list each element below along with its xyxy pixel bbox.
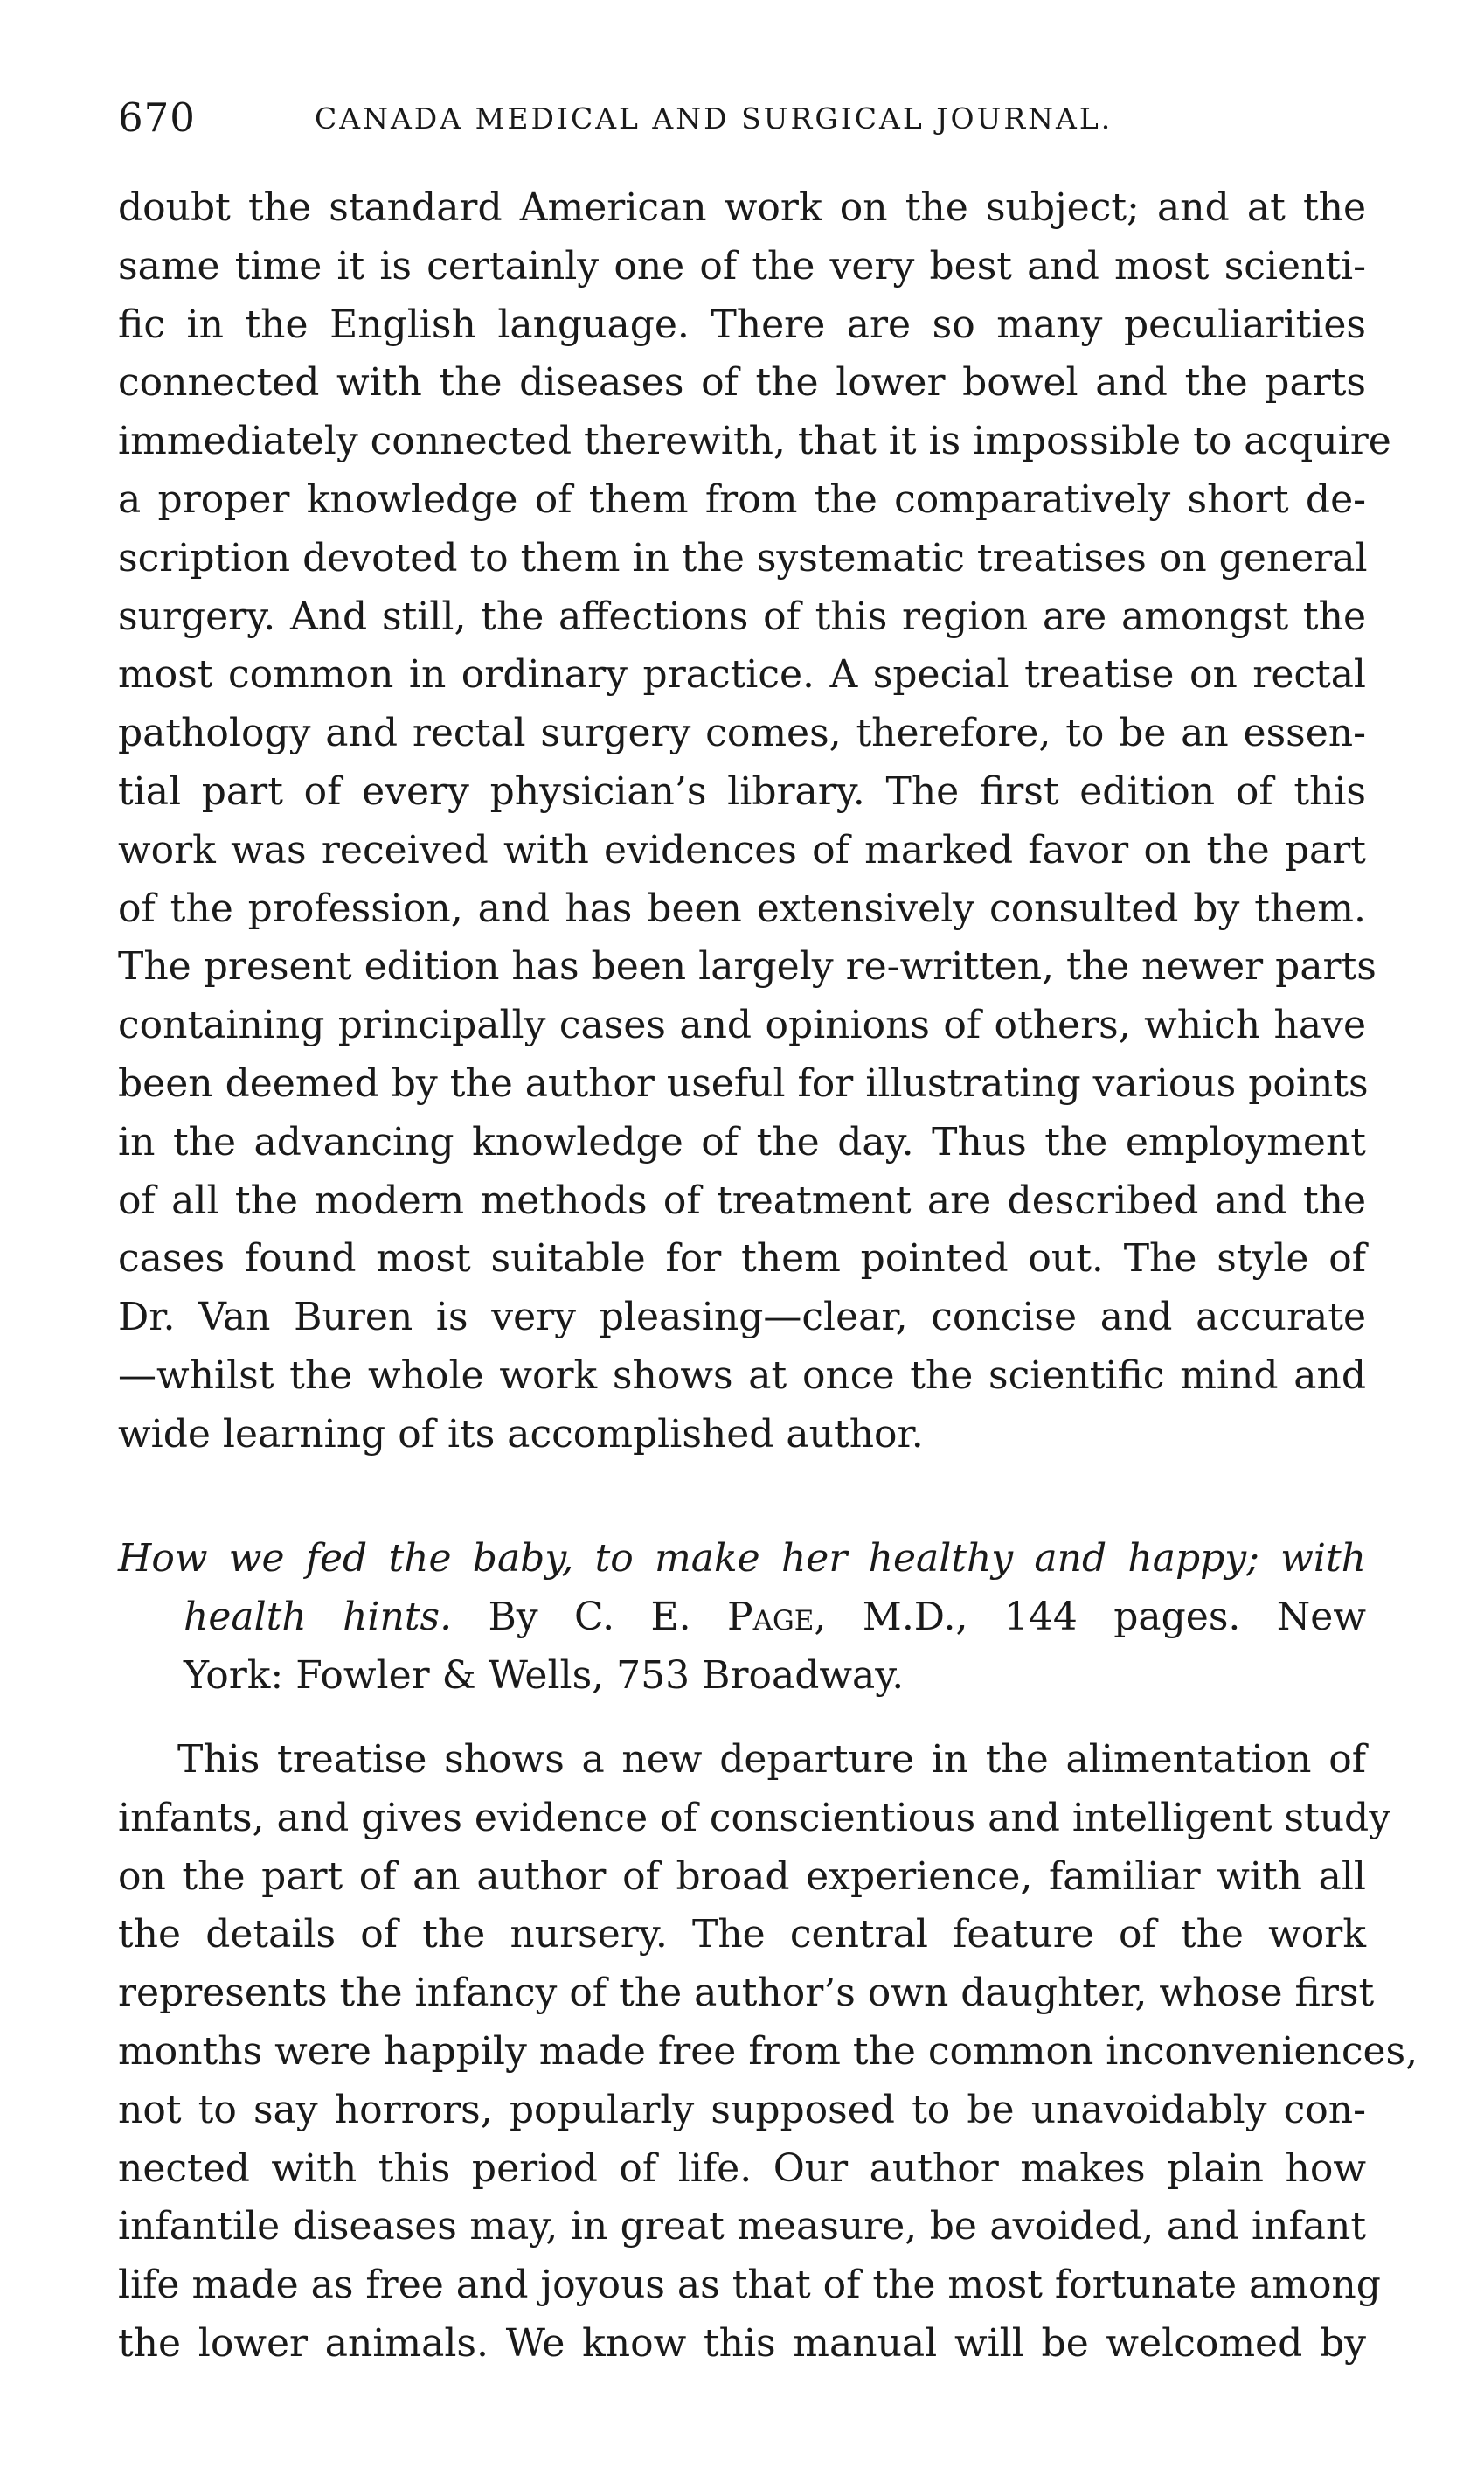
text-line: life made as free and joyous as that of the most fortunate among xyxy=(118,2263,1381,2308)
page-number: 670 xyxy=(118,94,196,141)
text-line: infantile diseases may, in great measure, be avoided, and infant xyxy=(118,2204,1366,2249)
text-line: doubt the standard American work on the subject; and at the xyxy=(118,185,1366,230)
text-line: The present edition has been largely re-written, the newer parts xyxy=(118,944,1377,990)
book-title-line: How we fed the baby, to make her healthy and happy; with xyxy=(118,1536,1366,1581)
journal-title: CANADA MEDICAL AND SURGICAL JOURNAL. xyxy=(315,101,1113,136)
text-line: wide learning of its accomplished author. xyxy=(118,1411,924,1456)
text-line: scription devoted to them in the systematic treatises on general xyxy=(118,535,1368,581)
text-line: a proper knowledge of them from the comparatively short de- xyxy=(118,476,1366,522)
text-line: months were happily made free from the common inconveniences, xyxy=(118,2028,1418,2074)
text-line: in the advancing knowledge of the day. Thus the employment xyxy=(118,1119,1366,1165)
book-details: , M.D., 144 pages. New xyxy=(814,1594,1366,1639)
author-name: Page xyxy=(727,1594,815,1639)
publisher-line: York: Fowler & Wells, 753 Broadway. xyxy=(184,1652,905,1698)
text-line: represents the infancy of the author’s own daughter, whose first xyxy=(118,1971,1375,2016)
review-paragraph xyxy=(118,1731,1418,2374)
text-line: been deemed by the author useful for illustrating various points xyxy=(118,1060,1369,1106)
text-line: infants, and gives evidence of conscientious and intelligent study xyxy=(118,1795,1391,1840)
text-line: the details of the nursery. The central feature of the work xyxy=(118,1912,1366,1957)
book-title-end: health hints. xyxy=(184,1594,453,1639)
text-line: fic in the English language. There are so many peculiarities xyxy=(118,302,1366,347)
text-line: of the profession, and has been extensively consulted by them. xyxy=(118,886,1366,931)
text-line: same time it is certainly one of the very best and most scienti- xyxy=(118,243,1366,289)
text-line: tial part of every physician’s library. The first edition of this xyxy=(118,768,1366,814)
text-line: on the part of an author of broad experience, familiar with all xyxy=(118,1853,1366,1899)
text-line: surgery. And still, the affections of this region are amongst the xyxy=(118,594,1366,639)
running-head xyxy=(118,94,1377,147)
text-line: containing principally cases and opinions of others, which have xyxy=(118,1003,1366,1048)
text-line: the lower animals. We know this manual will be welcomed by xyxy=(118,2320,1366,2366)
text-line: connected with the diseases of the lower bowel and the parts xyxy=(118,360,1366,406)
book-review-heading xyxy=(118,1530,1366,1705)
text-line: —whilst the whole work shows at once the scientific mind and xyxy=(118,1352,1366,1398)
text-line: pathology and rectal surgery comes, therefore, to be an essen- xyxy=(118,711,1366,756)
text-line: immediately connected therewith, that it is impossible to acquire xyxy=(118,419,1391,464)
text-line: work was received with evidences of marked favor on the part xyxy=(118,827,1366,873)
text-line: not to say horrors, popularly supposed to be unavoidably con- xyxy=(118,2087,1366,2132)
text-line: most common in ordinary practice. A special treatise on rectal xyxy=(118,652,1366,698)
text-line: nected with this period of life. Our author makes plain how xyxy=(118,2145,1366,2191)
by-label: By C. E. xyxy=(488,1594,691,1639)
text-line: cases found most suitable for them pointed out. The style of xyxy=(118,1236,1366,1282)
text-line: This treatise shows a new departure in the alimentation of xyxy=(177,1737,1366,1782)
text-line: Dr. Van Buren is very pleasing—clear, concise and accurate xyxy=(118,1295,1366,1340)
text-line: of all the modern methods of treatment are described and the xyxy=(118,1178,1366,1223)
review-paragraph-continued xyxy=(118,179,1391,1464)
book-byline xyxy=(118,1589,1366,1647)
